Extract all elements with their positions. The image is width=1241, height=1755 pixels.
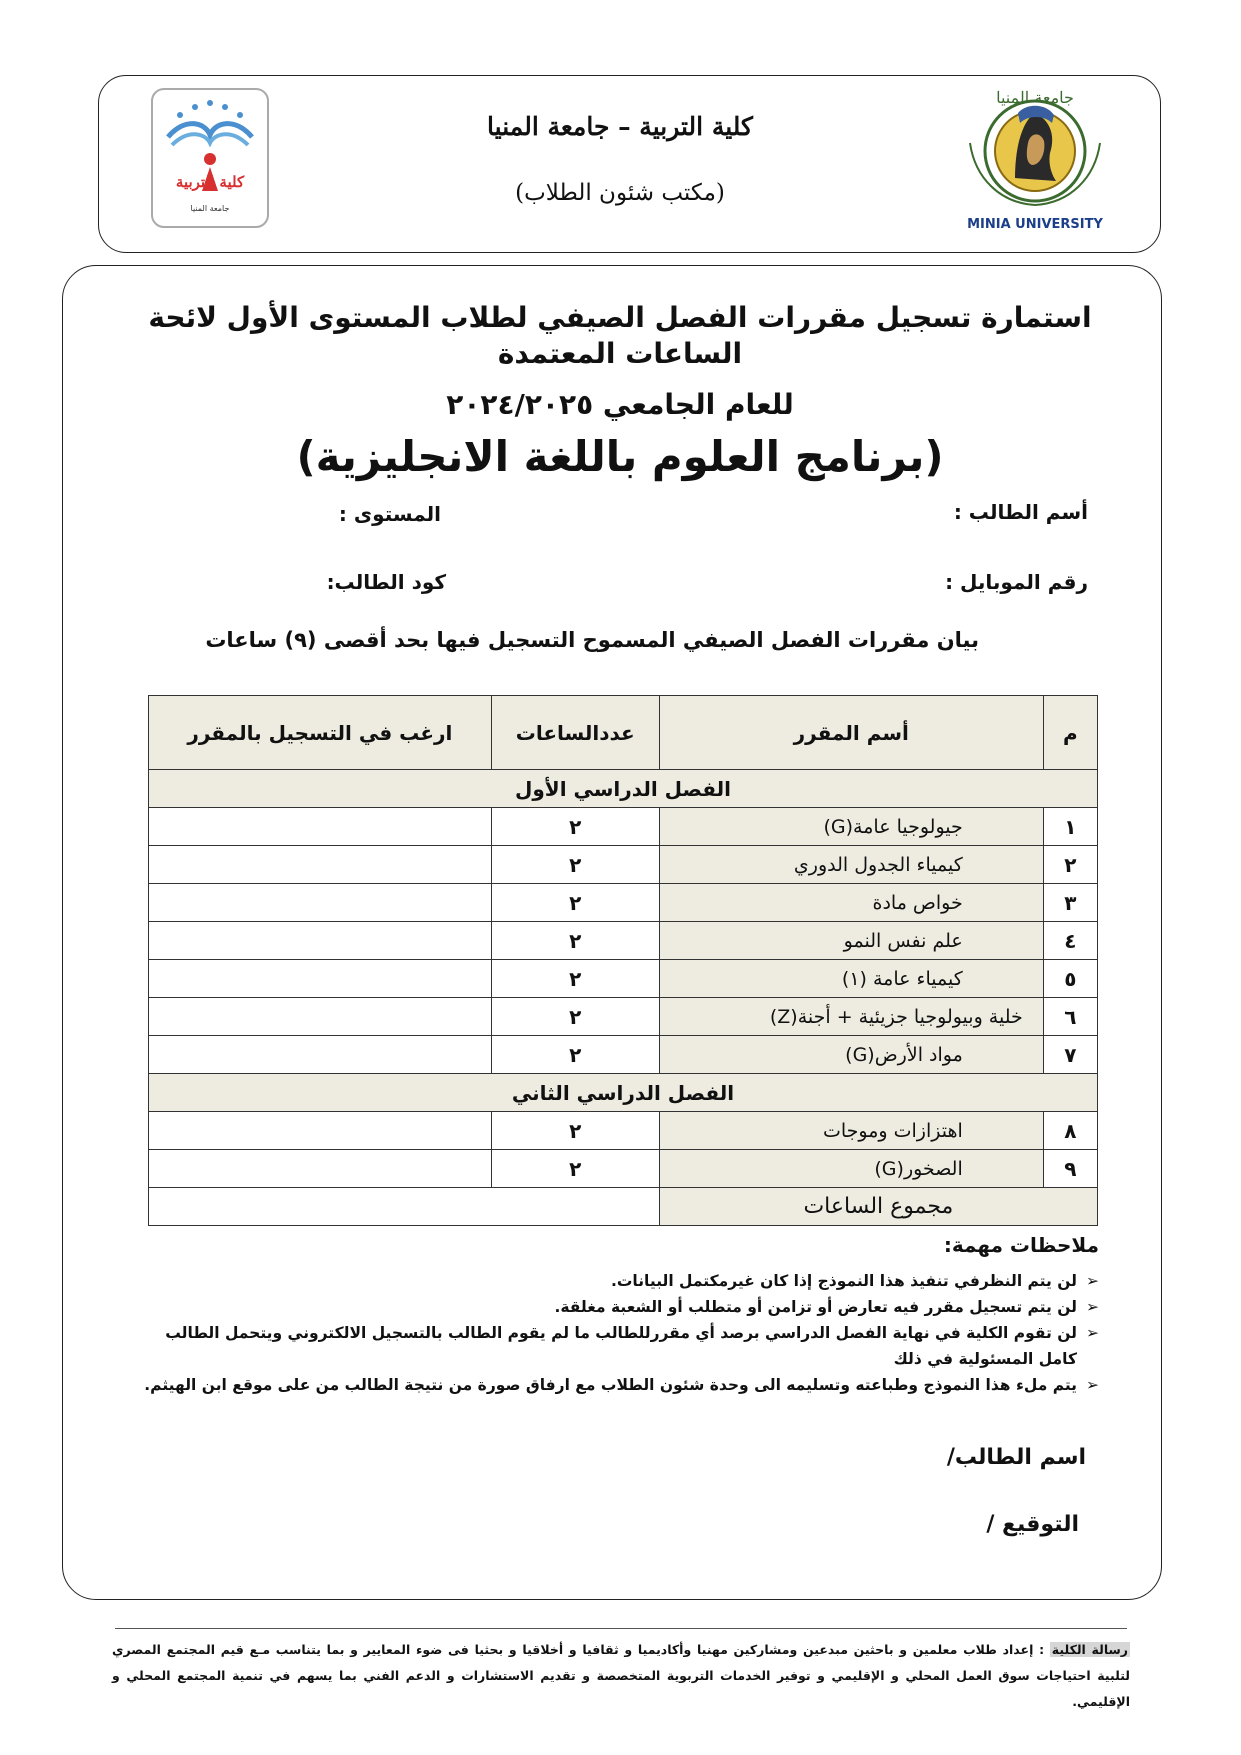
row-course-name: الصخور(G) [659,1150,1043,1188]
student-code-label: كود الطالب: [326,570,446,594]
row-num: ٨ [1043,1112,1097,1150]
college-mission [112,1637,1130,1715]
table-row [149,1150,1098,1188]
table-row [149,998,1098,1036]
row-course-name: جيولوجيا عامة(G) [659,808,1043,846]
row-num: ١ [1043,808,1097,846]
minia-university-logo [960,83,1110,233]
minia-logo-arabic: جامعة المنيا [996,88,1074,107]
notes-list [139,1268,1099,1398]
semester-row [149,770,1098,808]
faculty-logo-caption: جامعة المنيا [190,204,230,213]
table-row [149,1036,1098,1074]
table-header-row [149,696,1098,770]
row-hours: ٢ [491,1036,659,1074]
table-row [149,846,1098,884]
note-item [139,1294,1099,1320]
row-num: ٩ [1043,1150,1097,1188]
row-num: ٥ [1043,960,1097,998]
signature-label: التوقيع / [986,1512,1079,1537]
row-course-name: مواد الأرض(G) [659,1036,1043,1074]
row-hours: ٢ [491,922,659,960]
arrow-bullet-icon: ➢ [1086,1298,1099,1316]
faculty-logo-text: كلية التربية [175,173,245,191]
total-hours-cell[interactable] [149,1188,660,1226]
row-hours: ٢ [491,1112,659,1150]
row-register-cell[interactable] [149,1150,492,1188]
table-row [149,960,1098,998]
row-course-name: كيمياء الجدول الدوري [659,846,1043,884]
row-course-name: كيمياء عامة (١) [659,960,1043,998]
table-row [149,922,1098,960]
row-register-cell[interactable] [149,998,492,1036]
table-row [149,808,1098,846]
total-row [149,1188,1098,1226]
courses-table [148,695,1098,1226]
education-faculty-logo [150,87,270,229]
semester-row [149,1074,1098,1112]
col-header-hours: عددالساعات [491,696,659,770]
row-register-cell[interactable] [149,846,492,884]
row-register-cell[interactable] [149,960,492,998]
col-header-num: م [1043,696,1097,770]
note-item [139,1268,1099,1294]
row-register-cell[interactable] [149,884,492,922]
courses-statement: بيان مقررات الفصل الصيفي المسموح التسجيل فيها بحد أقصى (٩) ساعات [205,628,979,652]
level-label: المستوى : [338,502,441,526]
row-register-cell[interactable] [149,808,492,846]
office-name: (مكتب شئون الطلاب) [515,180,725,206]
col-header-course: أسم المقرر [659,696,1043,770]
arrow-bullet-icon: ➢ [1086,1324,1099,1342]
row-hours: ٢ [491,998,659,1036]
note-text: لن تقوم الكلية في نهاية الفصل الدراسي برصد أي مقررللطالب ما لم يقوم الطالب بالتسجيل الالكتروني ويتحمل الطالب كامل المسئولية في ذلك [165,1324,1077,1368]
form-title: استمارة تسجيل مقررات الفصل الصيفي لطلاب المستوى الأول لائحة الساعات المعتمدة [148,301,1092,370]
row-num: ٣ [1043,884,1097,922]
row-course-name: اهتزازات وموجات [659,1112,1043,1150]
row-num: ٤ [1043,922,1097,960]
row-num: ٢ [1043,846,1097,884]
total-hours-label: مجموع الساعات [659,1188,1097,1226]
signature-student-name: اسم الطالب/ [946,1445,1086,1470]
student-name-label: أسم الطالب : [953,500,1088,524]
row-num: ٧ [1043,1036,1097,1074]
table-row [149,884,1098,922]
note-text: لن يتم النظرفي تنفيذ هذا النموذج إذا كان غيرمكتمل البيانات. [610,1272,1077,1290]
minia-logo-caption: MINIA UNIVERSITY [967,217,1103,232]
semester2-label: الفصل الدراسي الثاني [149,1074,1098,1112]
row-hours: ٢ [491,1150,659,1188]
row-hours: ٢ [491,846,659,884]
row-register-cell[interactable] [149,922,492,960]
row-num: ٦ [1043,998,1097,1036]
row-register-cell[interactable] [149,1112,492,1150]
col-header-register: ارغب في التسجيل بالمقرر [149,696,492,770]
semester1-label: الفصل الدراسي الأول [149,770,1098,808]
notes-title: ملاحظات مهمة: [943,1233,1099,1257]
mission-label: رسالة الكلية [1051,1642,1129,1657]
footer-divider [115,1628,1127,1629]
note-text: لن يتم تسجيل مقرر فيه تعارض أو تزامن أو متطلب أو الشعبة مغلقة. [554,1298,1077,1316]
college-name: كلية التربية – جامعة المنيا [487,112,753,141]
row-hours: ٢ [491,884,659,922]
note-item [139,1320,1099,1372]
mobile-label: رقم الموبايل : [945,570,1088,594]
note-item [139,1372,1099,1398]
row-hours: ٢ [491,808,659,846]
row-course-name: علم نفس النمو [659,922,1043,960]
arrow-bullet-icon: ➢ [1086,1272,1099,1290]
arrow-bullet-icon: ➢ [1086,1376,1099,1394]
row-course-name: خواص مادة [659,884,1043,922]
note-text: يتم ملء هذا النموذج وطباعته وتسليمه الى وحدة شئون الطلاب مع ارفاق صورة من نتيجة الطالب من على موقع ابن الهيثم. [144,1376,1077,1394]
row-course-name: خلية وبيولوجيا جزيئية + أجنة(Z) [659,998,1043,1036]
program-name: (برنامج العلوم باللغة الانجليزية) [296,432,944,481]
academic-year: للعام الجامعي ٢٠٢٤/٢٠٢٥ [446,388,794,421]
row-register-cell[interactable] [149,1036,492,1074]
row-hours: ٢ [491,960,659,998]
table-row [149,1112,1098,1150]
mission-text: : إعداد طلاب معلمين و باحثين مبدعين ومشاركين مهنيا وأكاديميا و ثقافيا و أخلاقيا و بحثيا فى ضوء المعايير و بما يتناسب مـع قيم المجتمع المصري لتلبية احتياجات سوق العمل المحلي و الإقليمي و توفير الخدمات التربوية المتخصصة و تقديم الاستشارات و الدعم الفني بما يسهم في تنمية المجتمع المحلي و الإقليمي. [112,1642,1130,1709]
